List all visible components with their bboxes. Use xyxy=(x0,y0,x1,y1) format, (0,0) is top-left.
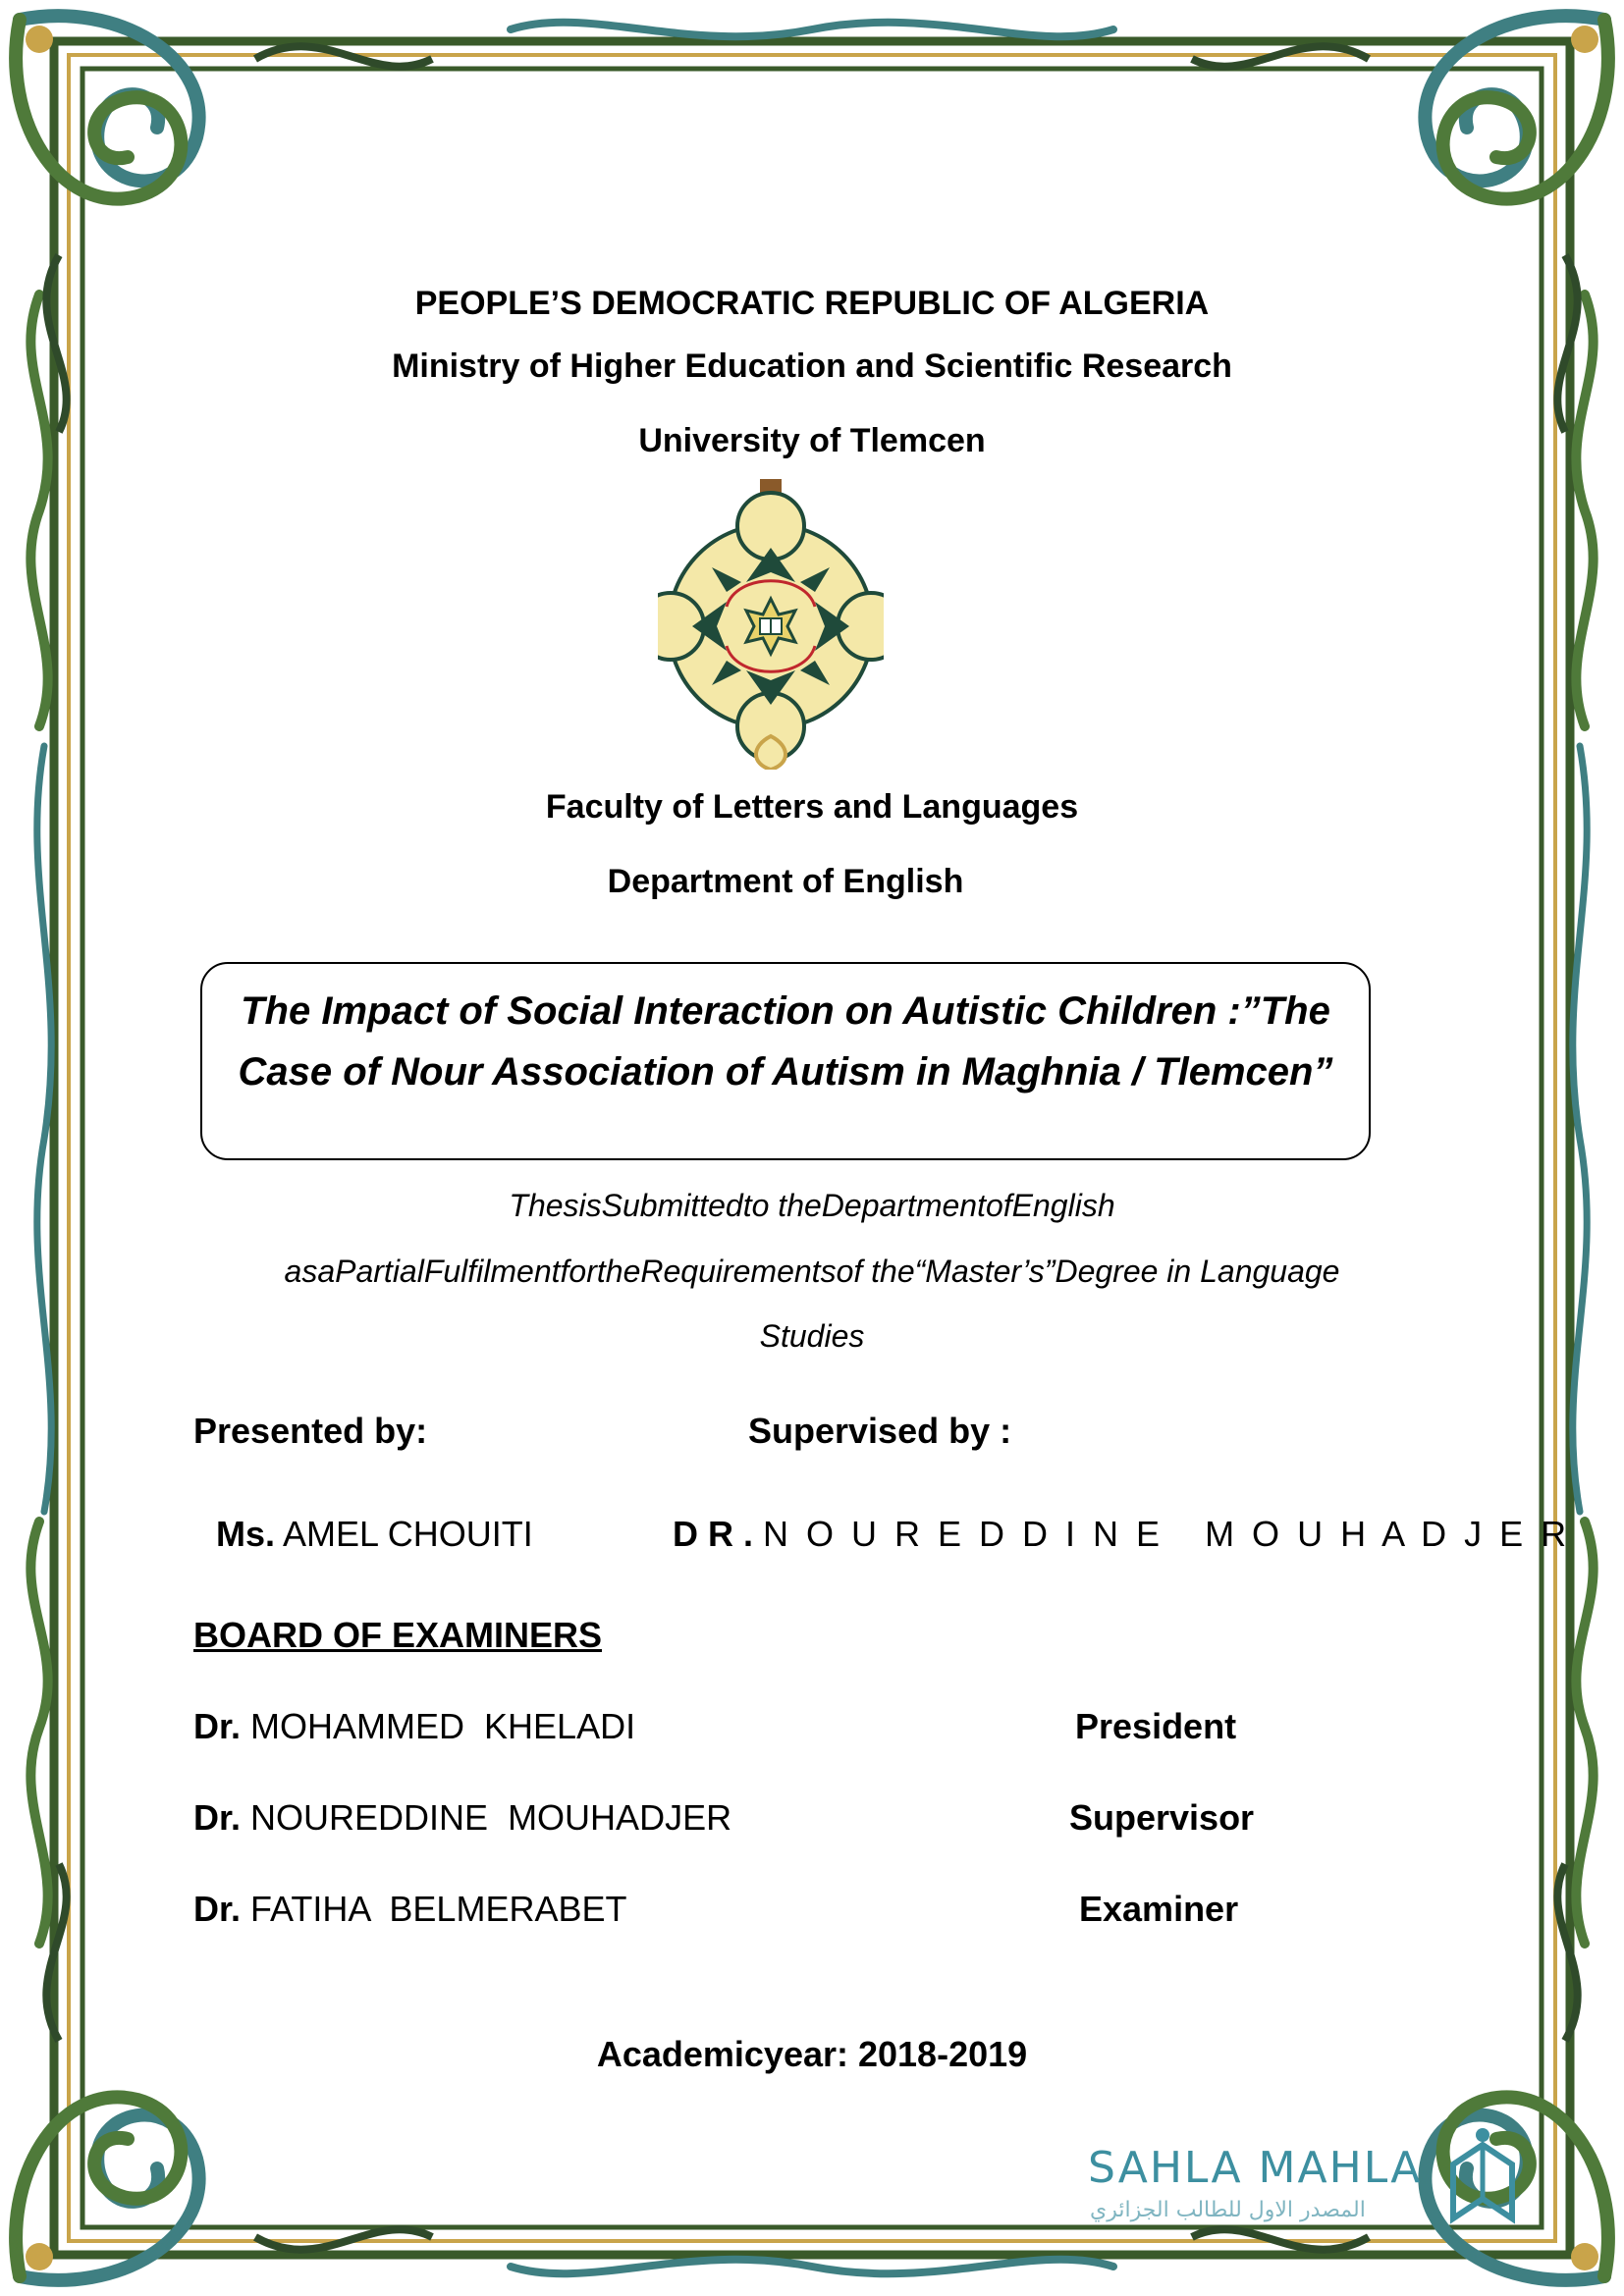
examiner-3-prefix: Dr. xyxy=(193,1889,242,1929)
student-full-name: AMEL CHOUITI xyxy=(283,1514,533,1554)
examiner-1-prefix: Dr. xyxy=(193,1706,242,1746)
country-name: PEOPLE’S DEMOCRATIC REPUBLIC OF ALGERIA xyxy=(414,285,1210,322)
supervisor-full-name: N O U R E D D I N E M O U H A D J E R xyxy=(763,1514,1571,1554)
university-name: University of Tlemcen xyxy=(638,422,986,459)
examiner-3-name: FATIHA BELMERABET xyxy=(250,1889,627,1929)
examiner-2-role: Supervisor xyxy=(1069,1797,1255,1838)
student-prefix: Ms. xyxy=(216,1514,276,1554)
watermark-tagline: المصدر الاول للطالب الجزائري xyxy=(1090,2198,1366,2222)
supervised-by-label: Supervised by : xyxy=(748,1411,1012,1451)
watermark-book-icon xyxy=(1443,2125,1522,2233)
presented-by-label: Presented by: xyxy=(193,1411,428,1451)
examiner-row-3 xyxy=(193,1889,626,1930)
examiner-2-prefix: Dr. xyxy=(193,1797,242,1838)
examiner-3-role: Examiner xyxy=(1079,1889,1239,1929)
supervisor-name xyxy=(673,1514,1570,1555)
watermark-brand: SAHLA MAHLA xyxy=(1088,2143,1423,2193)
submission-line-3: Studies xyxy=(759,1318,865,1354)
board-heading: BOARD OF EXAMINERS xyxy=(193,1615,603,1655)
sahla-mahla-watermark xyxy=(1080,2125,1532,2243)
department-name: Department of English xyxy=(607,863,964,900)
examiner-row-1 xyxy=(193,1706,635,1747)
submission-line-1: ThesisSubmittedto theDepartmentofEnglish xyxy=(509,1188,1115,1223)
academic-year: Academicyear: 2018-2019 xyxy=(596,2034,1028,2074)
faculty-name: Faculty of Letters and Languages xyxy=(545,788,1079,826)
examiner-row-2 xyxy=(193,1797,731,1839)
thesis-title-line-2: Case of Nour Association of Autism in Maghnia / Tlemcen” xyxy=(238,1050,1333,1094)
examiner-1-role: President xyxy=(1075,1706,1237,1746)
examiner-2-name: NOUREDDINE MOUHADJER xyxy=(250,1797,732,1838)
ministry-name: Ministry of Higher Education and Scientific Research xyxy=(392,347,1232,385)
thesis-title-line-1: The Impact of Social Interaction on Autistic Children :”The xyxy=(241,989,1330,1033)
supervisor-prefix: D R . xyxy=(673,1514,754,1554)
examiner-1-name: MOHAMMED KHELADI xyxy=(250,1706,636,1746)
university-crest-logo xyxy=(658,479,884,770)
student-name xyxy=(216,1514,533,1555)
submission-line-2: asaPartialFulfilmentfortheRequirementsof the“Master’s”Degree in Language xyxy=(284,1254,1340,1289)
